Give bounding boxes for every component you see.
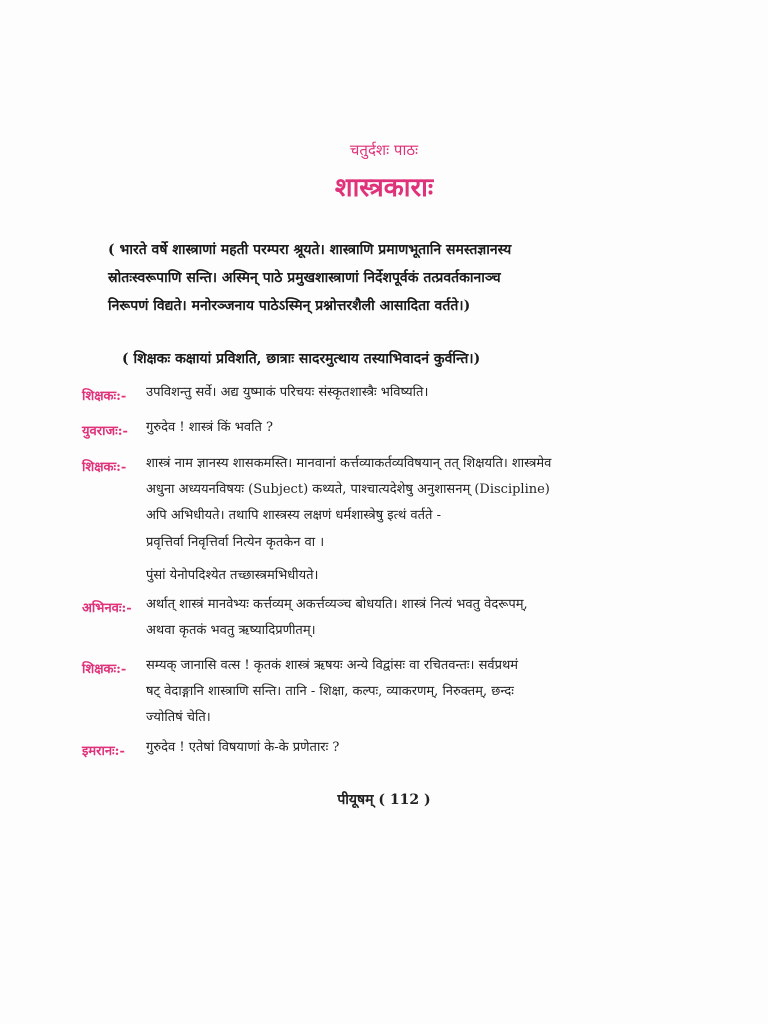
intro-line: स्रोतःस्वरूपाणि सन्ति। अस्मिन् पाठे प्रमुखशास्त्राणां निर्देशपूर्वकं तत्प्रवर्तकानाञ्च bbox=[108, 270, 501, 286]
speaker-label: अभिनवः:- bbox=[82, 601, 132, 616]
speech-line: अधुना अध्ययनविषयः (Subject) कथ्यते, पाश्चात्यदेशेषु अनुशासनम् (Discipline) bbox=[146, 482, 550, 497]
speech-block bbox=[146, 380, 576, 406]
stage-direction: ( शिक्षकः कक्षायां प्रविशति, छात्राः सादरमुत्थाय तस्याभिवादनं कुर्वन्ति।) bbox=[122, 351, 481, 367]
speech-line: अर्थात् शास्त्रं मानवेभ्यः कर्त्तव्यम् अकर्त्तव्यञ्च बोधयति। शास्त्रं नित्यं भवतु वेदरूपम्, bbox=[146, 597, 528, 612]
speaker-label: शिक्षकः:- bbox=[82, 460, 127, 475]
speech-line: सम्यक् जानासि वत्स ! कृतकं शास्त्रं ऋषयः अन्ये विद्वांसः वा रचितवन्तः। सर्वप्रथमं bbox=[146, 658, 519, 673]
intro-paragraph bbox=[108, 236, 608, 320]
verse-line: प्रवृत्तिर्वा निवृत्तिर्वा नित्येन कृतकेन वा । bbox=[146, 535, 325, 550]
speaker-label: शिक्षकः:- bbox=[82, 662, 127, 677]
speech-block bbox=[146, 592, 576, 644]
speech-block bbox=[146, 415, 576, 441]
speaker-label: इमरानः:- bbox=[82, 744, 125, 759]
speech-line: शास्त्रं नाम ज्ञानस्य शासकमस्ति। मानवानां कर्त्तव्याकर्तव्यविषयान् तत् शिक्षयति। शास्त्रमेव bbox=[146, 456, 552, 471]
intro-line: निरूपणं विद्यते। मनोरञ्जनाय पाठेऽस्मिन् प्रश्नोत्तरशैली आसादिता वर्तते।) bbox=[108, 298, 471, 314]
lesson-title: शास्त्रकाराः bbox=[334, 173, 434, 203]
intro-line: ( भारते वर्षे शास्त्राणां महती परम्परा श्रूयते। शास्त्राणि प्रमाणभूतानि समस्तज्ञानस्य bbox=[108, 242, 512, 258]
speech-block bbox=[146, 653, 576, 731]
speech-block bbox=[146, 451, 576, 529]
speech-line: उपविशन्तु सर्वे। अद्य युष्माकं परिचयः संस्कृतशास्त्रैः भविष्यति। bbox=[146, 385, 429, 400]
speech-line: अथवा कृतकं भवतु ऋष्यादिप्रणीतम्। bbox=[146, 623, 316, 638]
speech-line: अपि अभिधीयते। तथापि शास्त्रस्य लक्षणं धर्मशास्त्रेषु इत्थं वर्तते - bbox=[146, 508, 441, 523]
speech-line: गुरुदेव ! शास्त्रं किं भवति ? bbox=[146, 420, 274, 435]
speaker-label: शिक्षकः:- bbox=[82, 389, 127, 404]
speech-block bbox=[146, 735, 576, 761]
speaker-label: युवराजः:- bbox=[82, 424, 128, 439]
verse-line: पुंसां येनोपदिश्येत तच्छास्त्रमभिधीयते। bbox=[146, 568, 319, 583]
lesson-number: चतुर्दशः पाठः bbox=[349, 141, 419, 159]
speech-line: षट् वेदाङ्गानि शास्त्राणि सन्ति। तानि - शिक्षा, कल्पः, व्याकरणम्, निरुक्तम्, छन्दः bbox=[146, 684, 514, 699]
speech-line: ज्योतिषं चेति। bbox=[146, 710, 211, 725]
speech-line: गुरुदेव ! एतेषां विषयाणां के-के प्रणेतारः ? bbox=[146, 740, 340, 755]
page-footer: पीयूषम् ( 112 ) bbox=[337, 792, 431, 808]
